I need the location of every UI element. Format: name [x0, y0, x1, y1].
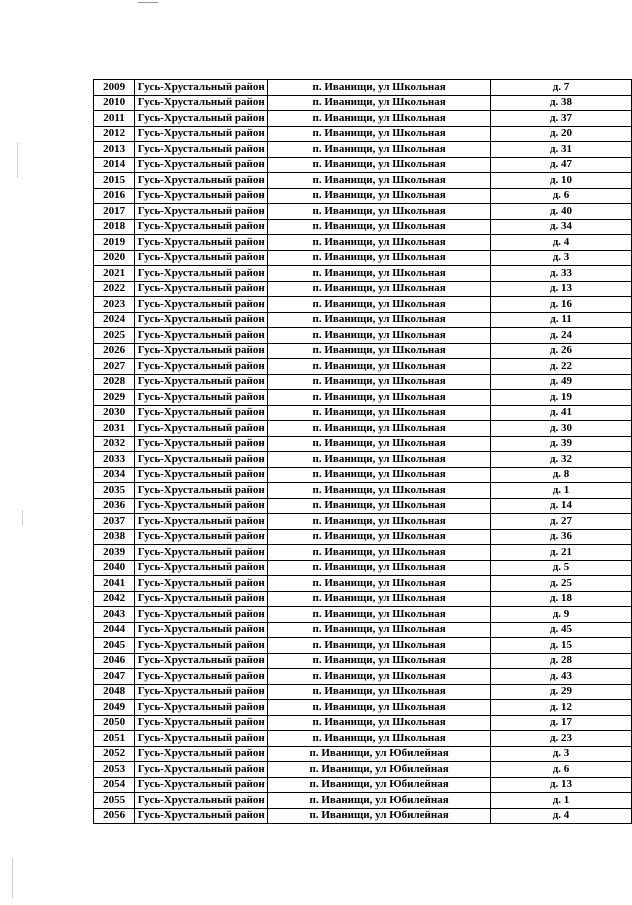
district-cell: Гусь-Хрустальный район — [135, 529, 268, 545]
address-cell: п. Иванищи, ул Школьная — [268, 405, 491, 421]
house-number-cell: д. 5 — [491, 560, 632, 576]
table-row — [94, 281, 632, 297]
row-number-cell: 2035 — [94, 483, 135, 499]
district-cell: Гусь-Хрустальный район — [135, 545, 268, 561]
row-number-cell: 2037 — [94, 514, 135, 530]
table-row — [94, 467, 632, 483]
district-cell: Гусь-Хрустальный район — [135, 312, 268, 328]
address-cell: п. Иванищи, ул Школьная — [268, 266, 491, 282]
row-number-cell: 2019 — [94, 235, 135, 251]
row-number-cell: 2030 — [94, 405, 135, 421]
table-row — [94, 95, 632, 111]
house-number-cell: д. 40 — [491, 204, 632, 220]
table-row — [94, 188, 632, 204]
table-row — [94, 157, 632, 173]
district-cell: Гусь-Хрустальный район — [135, 390, 268, 406]
district-cell: Гусь-Хрустальный район — [135, 250, 268, 266]
table-row — [94, 390, 632, 406]
table-row — [94, 235, 632, 251]
table-row — [94, 529, 632, 545]
row-number-cell: 2041 — [94, 576, 135, 592]
table-row — [94, 762, 632, 778]
district-cell: Гусь-Хрустальный район — [135, 297, 268, 313]
row-number-cell: 2055 — [94, 793, 135, 809]
table-row — [94, 219, 632, 235]
district-cell: Гусь-Хрустальный район — [135, 777, 268, 793]
house-number-cell: д. 23 — [491, 731, 632, 747]
address-cell: п. Иванищи, ул Школьная — [268, 328, 491, 344]
district-cell: Гусь-Хрустальный район — [135, 498, 268, 514]
address-cell: п. Иванищи, ул Школьная — [268, 576, 491, 592]
row-number-cell: 2010 — [94, 95, 135, 111]
district-cell: Гусь-Хрустальный район — [135, 219, 268, 235]
house-number-cell: д. 37 — [491, 111, 632, 127]
address-cell: п. Иванищи, ул Школьная — [268, 390, 491, 406]
address-cell: п. Иванищи, ул Юбилейная — [268, 746, 491, 762]
address-cell: п. Иванищи, ул Школьная — [268, 421, 491, 437]
table-row — [94, 793, 632, 809]
house-number-cell: д. 26 — [491, 343, 632, 359]
house-number-cell: д. 47 — [491, 157, 632, 173]
district-cell: Гусь-Хрустальный район — [135, 266, 268, 282]
address-cell: п. Иванищи, ул Школьная — [268, 343, 491, 359]
district-cell: Гусь-Хрустальный район — [135, 591, 268, 607]
row-number-cell: 2025 — [94, 328, 135, 344]
row-number-cell: 2047 — [94, 669, 135, 685]
row-number-cell: 2028 — [94, 374, 135, 390]
table-row — [94, 514, 632, 530]
district-cell: Гусь-Хрустальный район — [135, 762, 268, 778]
district-cell: Гусь-Хрустальный район — [135, 126, 268, 142]
table-row — [94, 126, 632, 142]
address-cell: п. Иванищи, ул Школьная — [268, 359, 491, 375]
table-row — [94, 715, 632, 731]
row-number-cell: 2038 — [94, 529, 135, 545]
district-cell: Гусь-Хрустальный район — [135, 622, 268, 638]
row-number-cell: 2049 — [94, 700, 135, 716]
scan-artifact-left-2 — [22, 510, 23, 526]
row-number-cell: 2014 — [94, 157, 135, 173]
table-row — [94, 545, 632, 561]
address-cell: п. Иванищи, ул Школьная — [268, 607, 491, 623]
row-number-cell: 2051 — [94, 731, 135, 747]
table-row — [94, 421, 632, 437]
district-cell: Гусь-Хрустальный район — [135, 405, 268, 421]
house-number-cell: д. 49 — [491, 374, 632, 390]
address-cell: п. Иванищи, ул Школьная — [268, 498, 491, 514]
address-cell: п. Иванищи, ул Школьная — [268, 297, 491, 313]
district-cell: Гусь-Хрустальный район — [135, 157, 268, 173]
district-cell: Гусь-Хрустальный район — [135, 95, 268, 111]
district-cell: Гусь-Хрустальный район — [135, 808, 268, 824]
house-number-cell: д. 4 — [491, 808, 632, 824]
table-row — [94, 204, 632, 220]
district-cell: Гусь-Хрустальный район — [135, 343, 268, 359]
district-cell: Гусь-Хрустальный район — [135, 173, 268, 189]
row-number-cell: 2011 — [94, 111, 135, 127]
house-number-cell: д. 33 — [491, 266, 632, 282]
table-row — [94, 498, 632, 514]
district-cell: Гусь-Хрустальный район — [135, 560, 268, 576]
row-number-cell: 2056 — [94, 808, 135, 824]
address-cell: п. Иванищи, ул Школьная — [268, 452, 491, 468]
district-cell: Гусь-Хрустальный район — [135, 204, 268, 220]
row-number-cell: 2046 — [94, 653, 135, 669]
house-number-cell: д. 13 — [491, 281, 632, 297]
row-number-cell: 2033 — [94, 452, 135, 468]
row-number-cell: 2023 — [94, 297, 135, 313]
address-cell: п. Иванищи, ул Школьная — [268, 529, 491, 545]
house-number-cell: д. 43 — [491, 669, 632, 685]
house-number-cell: д. 28 — [491, 653, 632, 669]
district-cell: Гусь-Хрустальный район — [135, 731, 268, 747]
table-row — [94, 312, 632, 328]
house-number-cell: д. 21 — [491, 545, 632, 561]
row-number-cell: 2050 — [94, 715, 135, 731]
address-cell: п. Иванищи, ул Школьная — [268, 560, 491, 576]
house-number-cell: д. 12 — [491, 700, 632, 716]
table-row — [94, 297, 632, 313]
row-number-cell: 2036 — [94, 498, 135, 514]
row-number-cell: 2026 — [94, 343, 135, 359]
district-cell: Гусь-Хрустальный район — [135, 436, 268, 452]
address-cell: п. Иванищи, ул Школьная — [268, 653, 491, 669]
address-table — [93, 79, 632, 824]
row-number-cell: 2042 — [94, 591, 135, 607]
table-row — [94, 591, 632, 607]
house-number-cell: д. 29 — [491, 684, 632, 700]
house-number-cell: д. 32 — [491, 452, 632, 468]
house-number-cell: д. 45 — [491, 622, 632, 638]
house-number-cell: д. 1 — [491, 483, 632, 499]
address-table-body — [94, 80, 632, 824]
row-number-cell: 2045 — [94, 638, 135, 654]
house-number-cell: д. 1 — [491, 793, 632, 809]
row-number-cell: 2048 — [94, 684, 135, 700]
house-number-cell: д. 41 — [491, 405, 632, 421]
table-row — [94, 80, 632, 96]
address-cell: п. Иванищи, ул Школьная — [268, 312, 491, 328]
address-cell: п. Иванищи, ул Школьная — [268, 173, 491, 189]
address-cell: п. Иванищи, ул Школьная — [268, 483, 491, 499]
table-row — [94, 808, 632, 824]
row-number-cell: 2016 — [94, 188, 135, 204]
district-cell: Гусь-Хрустальный район — [135, 359, 268, 375]
address-cell: п. Иванищи, ул Школьная — [268, 715, 491, 731]
table-row — [94, 560, 632, 576]
table-row — [94, 638, 632, 654]
row-number-cell: 2029 — [94, 390, 135, 406]
table-row — [94, 142, 632, 158]
district-cell: Гусь-Хрустальный район — [135, 715, 268, 731]
table-row — [94, 266, 632, 282]
address-cell: п. Иванищи, ул Школьная — [268, 700, 491, 716]
district-cell: Гусь-Хрустальный район — [135, 514, 268, 530]
row-number-cell: 2020 — [94, 250, 135, 266]
scan-artifact-left-3 — [12, 858, 13, 898]
house-number-cell: д. 8 — [491, 467, 632, 483]
district-cell: Гусь-Хрустальный район — [135, 421, 268, 437]
row-number-cell: 2017 — [94, 204, 135, 220]
table-row — [94, 700, 632, 716]
table-row — [94, 669, 632, 685]
house-number-cell: д. 24 — [491, 328, 632, 344]
house-number-cell: д. 3 — [491, 746, 632, 762]
district-cell: Гусь-Хрустальный район — [135, 653, 268, 669]
address-cell: п. Иванищи, ул Школьная — [268, 80, 491, 96]
row-number-cell: 2027 — [94, 359, 135, 375]
house-number-cell: д. 34 — [491, 219, 632, 235]
district-cell: Гусь-Хрустальный район — [135, 281, 268, 297]
house-number-cell: д. 10 — [491, 173, 632, 189]
table-row — [94, 746, 632, 762]
district-cell: Гусь-Хрустальный район — [135, 607, 268, 623]
table-row — [94, 483, 632, 499]
house-number-cell: д. 6 — [491, 762, 632, 778]
table-row — [94, 374, 632, 390]
house-number-cell: д. 16 — [491, 297, 632, 313]
address-cell: п. Иванищи, ул Школьная — [268, 219, 491, 235]
row-number-cell: 2032 — [94, 436, 135, 452]
row-number-cell: 2040 — [94, 560, 135, 576]
address-cell: п. Иванищи, ул Школьная — [268, 126, 491, 142]
table-row — [94, 452, 632, 468]
row-number-cell: 2015 — [94, 173, 135, 189]
address-cell: п. Иванищи, ул Школьная — [268, 95, 491, 111]
table-row — [94, 576, 632, 592]
district-cell: Гусь-Хрустальный район — [135, 746, 268, 762]
row-number-cell: 2018 — [94, 219, 135, 235]
table-row — [94, 684, 632, 700]
row-number-cell: 2053 — [94, 762, 135, 778]
address-cell: п. Иванищи, ул Школьная — [268, 188, 491, 204]
district-cell: Гусь-Хрустальный район — [135, 374, 268, 390]
row-number-cell: 2054 — [94, 777, 135, 793]
table-row — [94, 328, 632, 344]
row-number-cell: 2031 — [94, 421, 135, 437]
row-number-cell: 2013 — [94, 142, 135, 158]
table-row — [94, 359, 632, 375]
scan-artifact-top — [138, 2, 158, 3]
row-number-cell: 2043 — [94, 607, 135, 623]
district-cell: Гусь-Хрустальный район — [135, 452, 268, 468]
house-number-cell: д. 27 — [491, 514, 632, 530]
house-number-cell: д. 11 — [491, 312, 632, 328]
address-cell: п. Иванищи, ул Школьная — [268, 111, 491, 127]
house-number-cell: д. 9 — [491, 607, 632, 623]
house-number-cell: д. 3 — [491, 250, 632, 266]
district-cell: Гусь-Хрустальный район — [135, 700, 268, 716]
district-cell: Гусь-Хрустальный район — [135, 576, 268, 592]
table-row — [94, 607, 632, 623]
row-number-cell: 2012 — [94, 126, 135, 142]
address-cell: п. Иванищи, ул Школьная — [268, 142, 491, 158]
address-cell: п. Иванищи, ул Школьная — [268, 235, 491, 251]
house-number-cell: д. 38 — [491, 95, 632, 111]
house-number-cell: д. 18 — [491, 591, 632, 607]
address-cell: п. Иванищи, ул Школьная — [268, 684, 491, 700]
address-cell: п. Иванищи, ул Школьная — [268, 436, 491, 452]
row-number-cell: 2009 — [94, 80, 135, 96]
district-cell: Гусь-Хрустальный район — [135, 328, 268, 344]
address-cell: п. Иванищи, ул Школьная — [268, 281, 491, 297]
table-row — [94, 777, 632, 793]
row-number-cell: 2024 — [94, 312, 135, 328]
address-cell: п. Иванищи, ул Юбилейная — [268, 777, 491, 793]
table-row — [94, 436, 632, 452]
district-cell: Гусь-Хрустальный район — [135, 638, 268, 654]
house-number-cell: д. 6 — [491, 188, 632, 204]
table-row — [94, 111, 632, 127]
address-cell: п. Иванищи, ул Школьная — [268, 731, 491, 747]
address-cell: п. Иванищи, ул Школьная — [268, 374, 491, 390]
row-number-cell: 2039 — [94, 545, 135, 561]
house-number-cell: д. 14 — [491, 498, 632, 514]
address-cell: п. Иванищи, ул Школьная — [268, 669, 491, 685]
house-number-cell: д. 30 — [491, 421, 632, 437]
table-row — [94, 405, 632, 421]
address-cell: п. Иванищи, ул Школьная — [268, 157, 491, 173]
address-cell: п. Иванищи, ул Школьная — [268, 250, 491, 266]
house-number-cell: д. 22 — [491, 359, 632, 375]
address-cell: п. Иванищи, ул Юбилейная — [268, 762, 491, 778]
table-row — [94, 653, 632, 669]
house-number-cell: д. 19 — [491, 390, 632, 406]
address-cell: п. Иванищи, ул Школьная — [268, 622, 491, 638]
row-number-cell: 2034 — [94, 467, 135, 483]
row-number-cell: 2021 — [94, 266, 135, 282]
address-cell: п. Иванищи, ул Юбилейная — [268, 808, 491, 824]
district-cell: Гусь-Хрустальный район — [135, 669, 268, 685]
district-cell: Гусь-Хрустальный район — [135, 188, 268, 204]
address-cell: п. Иванищи, ул Школьная — [268, 204, 491, 220]
row-number-cell: 2052 — [94, 746, 135, 762]
address-cell: п. Иванищи, ул Школьная — [268, 638, 491, 654]
district-cell: Гусь-Хрустальный район — [135, 793, 268, 809]
district-cell: Гусь-Хрустальный район — [135, 142, 268, 158]
address-cell: п. Иванищи, ул Юбилейная — [268, 793, 491, 809]
house-number-cell: д. 17 — [491, 715, 632, 731]
house-number-cell: д. 36 — [491, 529, 632, 545]
house-number-cell: д. 31 — [491, 142, 632, 158]
address-cell: п. Иванищи, ул Школьная — [268, 545, 491, 561]
row-number-cell: 2022 — [94, 281, 135, 297]
table-row — [94, 173, 632, 189]
house-number-cell: д. 25 — [491, 576, 632, 592]
table-row — [94, 622, 632, 638]
district-cell: Гусь-Хрустальный район — [135, 235, 268, 251]
district-cell: Гусь-Хрустальный район — [135, 111, 268, 127]
address-cell: п. Иванищи, ул Школьная — [268, 467, 491, 483]
address-cell: п. Иванищи, ул Школьная — [268, 514, 491, 530]
district-cell: Гусь-Хрустальный район — [135, 80, 268, 96]
scan-artifact-left-1 — [17, 143, 18, 178]
district-cell: Гусь-Хрустальный район — [135, 684, 268, 700]
address-cell: п. Иванищи, ул Школьная — [268, 591, 491, 607]
table-row — [94, 731, 632, 747]
house-number-cell: д. 39 — [491, 436, 632, 452]
row-number-cell: 2044 — [94, 622, 135, 638]
house-number-cell: д. 13 — [491, 777, 632, 793]
house-number-cell: д. 7 — [491, 80, 632, 96]
district-cell: Гусь-Хрустальный район — [135, 467, 268, 483]
house-number-cell: д. 20 — [491, 126, 632, 142]
district-cell: Гусь-Хрустальный район — [135, 483, 268, 499]
table-row — [94, 250, 632, 266]
house-number-cell: д. 15 — [491, 638, 632, 654]
table-row — [94, 343, 632, 359]
house-number-cell: д. 4 — [491, 235, 632, 251]
